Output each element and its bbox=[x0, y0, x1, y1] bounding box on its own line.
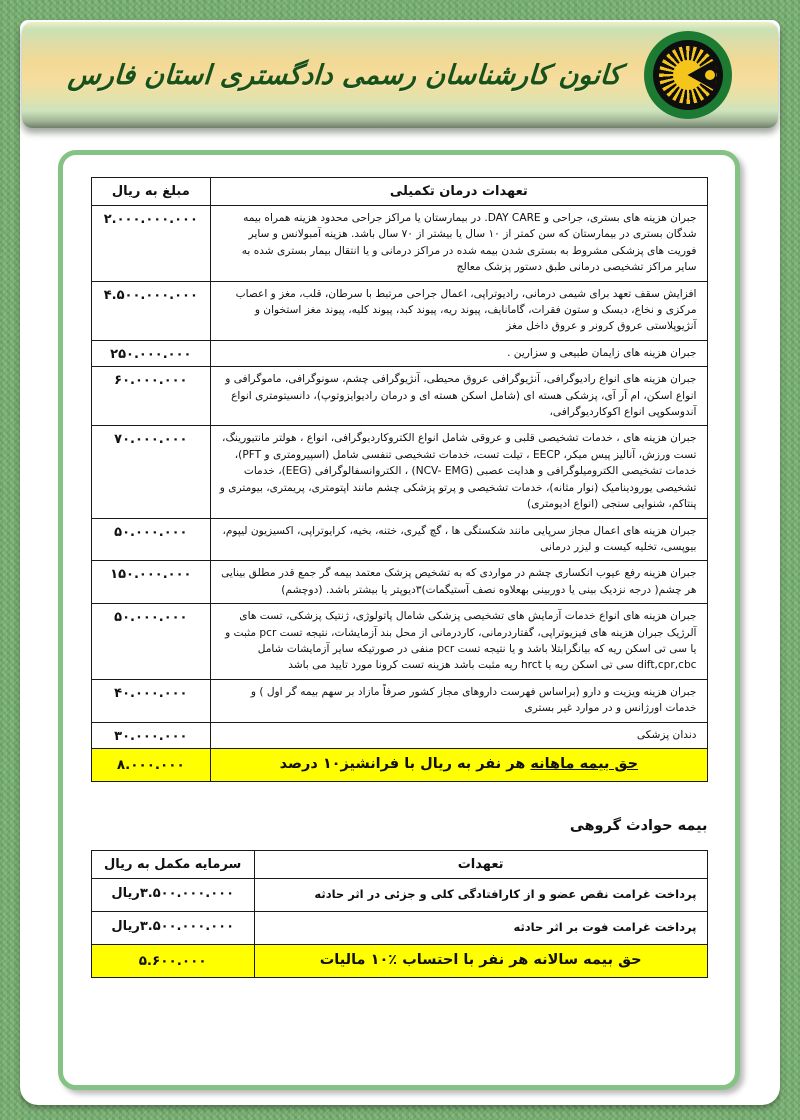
header-banner bbox=[22, 22, 778, 128]
column-header-capital: سرمایه مکمل به ریال bbox=[91, 850, 254, 878]
row-amount: ۱۵۰.۰۰۰.۰۰۰ bbox=[91, 561, 211, 604]
row-amount: ۳.۵۰۰.۰۰۰.۰۰۰ریال bbox=[91, 911, 254, 944]
supplementary-treatment-table bbox=[91, 177, 708, 782]
row-description: جبران هزینه های بستری، جراحی و DAY CARE. در بیمارستان یا مراکز جراحی محدود هزینه همراه بیمه شدگان بستری در بیمارستان که سن کمتر از ۱۰ سال یا بیشتر از ۷۰ سال باشد. هزینه آمبولانس و سایر فوریت های پزشکی مشروط به بستری شدن بیمه شده در مراکز درمانی و یا انتقال بیمار بستری شده به سایر مراکز تشخیصی درمانی طبق دستور پزشک معالج bbox=[211, 206, 707, 282]
organization-title: کانون کارشناسان رسمی دادگستری استان فارس bbox=[67, 59, 623, 91]
row-amount: ۳۰.۰۰۰.۰۰۰ bbox=[91, 722, 211, 748]
accident-insurance-table bbox=[91, 850, 708, 978]
table-row bbox=[91, 367, 707, 426]
annual-premium-row bbox=[91, 944, 707, 977]
column-header-amount: مبلغ به ریال bbox=[91, 178, 211, 206]
monthly-premium-label bbox=[211, 748, 707, 781]
column-header-commitments: تعهدات bbox=[254, 850, 707, 878]
table-row bbox=[91, 206, 707, 282]
table-row bbox=[91, 340, 707, 366]
row-description: جبران هزینه رفع عیوب انکساری چشم در مواردی که به تشخیص پزشک معتمد بیمه گر جمع قدر مطلق بینایی هر چشم( درجه نزدیک بینی یا دوربینی بهعلاوه نصف آستیگمات)۳دیوپتر یا بیشتر باشد. (دوچشم) bbox=[211, 561, 707, 604]
monthly-premium-row bbox=[91, 748, 707, 781]
accident-insurance-heading: بیمه حوادث گروهی bbox=[569, 817, 708, 834]
row-amount: ۶۰.۰۰۰.۰۰۰ bbox=[91, 367, 211, 426]
annual-premium-label: حق بیمه سالانه هر نفر با احتساب ٪۱۰ مالیات bbox=[254, 944, 707, 977]
row-amount: ۵۰.۰۰۰.۰۰۰ bbox=[91, 518, 211, 561]
table-header-row bbox=[91, 178, 707, 206]
row-description: جبران هزینه های انواع رادیوگرافی، آنژیوگرافی عروق محیطی، آنژیوگرافی چشم، سونوگرافی، ماموگرافی و انواع اسکن، ام آر آی، پزشکی هسته ای (شامل اسکن هسته ای و درمان رادیوایزوتوپ)، دانسیتومتری انواع آندوسکوپی انواع اکوکاردیوگرافی، bbox=[211, 367, 707, 426]
row-description: جبران هزینه های ، خدمات تشخیصی قلبی و عروقی شامل انواع الکتروکاردیوگرافی، انواع ، هولتر مانتیورینگ، تست ورزش، آنالیز پیس میکر، EECP ، تیلت تست، خدمات تشخیصی تنفسی شامل (اسپیرومتری و PFT)، خدمات تشخیصی الکترومیلوگرافی و هدایت عصبی (NCV- EMG) ، الکتروانسفالوگرافی (EEG)، خدمات تشخیصی یورودینامیک (نوار مثانه)، خدمات تشخیصی و پرتو پزشکی چشم مانند اپتومتری، پریمتری، بیومتری و پنتاکم، شنوایی سنجی (انواع ادیومتری) bbox=[211, 426, 707, 518]
row-amount: ۵۰.۰۰۰.۰۰۰ bbox=[91, 604, 211, 680]
premium-label-rest: هر نفر به ریال با فرانشیز۱۰ درصد bbox=[279, 755, 531, 772]
row-amount: ۴.۵۰۰.۰۰۰.۰۰۰ bbox=[91, 281, 211, 340]
row-description: پرداخت غرامت نقص عضو و از کارافتادگی کلی و جزئی در اثر حادثه bbox=[254, 878, 707, 911]
row-amount: ۲.۰۰۰.۰۰۰.۰۰۰ bbox=[91, 206, 211, 282]
document-page bbox=[20, 20, 780, 1105]
table-row bbox=[91, 426, 707, 518]
table-row bbox=[91, 604, 707, 680]
table-header-row bbox=[91, 850, 707, 878]
row-description: پرداخت غرامت فوت بر اثر حادثه bbox=[254, 911, 707, 944]
row-amount: ۲۵۰.۰۰۰.۰۰۰ bbox=[91, 340, 211, 366]
table-row bbox=[91, 722, 707, 748]
content-panel bbox=[58, 150, 740, 1090]
row-amount: ۷۰.۰۰۰.۰۰۰ bbox=[91, 426, 211, 518]
row-description: جبران هزینه های اعمال مجاز سرپایی مانند شکستگی ها ، گچ گیری، ختنه، بخیه، کرایوتراپی، اکسیزیون لیپوم، بیوپسی، تخلیه کیست و لیزر درمانی bbox=[211, 518, 707, 561]
row-description: دندان پزشکی bbox=[211, 722, 707, 748]
premium-label-underlined: حق بیمه ماهانه bbox=[530, 755, 639, 772]
sunburst-emblem-icon bbox=[644, 31, 732, 119]
emblem-dot bbox=[705, 70, 715, 80]
table-row bbox=[91, 281, 707, 340]
table-row bbox=[91, 561, 707, 604]
table-row bbox=[91, 878, 707, 911]
row-description: افزایش سقف تعهد برای شیمی درمانی، رادیوتراپی، اعمال جراحی مرتبط با سرطان، قلب، مغز و اعصاب مرکزی و نخاع، دیسک و ستون فقرات، گامانایف، پیوند ریه، پیوند کبد، پیوند کلیه، پیوند مغز استخوان و آنژیوپلاستی عروق کرونر و عروق داخل مغز bbox=[211, 281, 707, 340]
table-row bbox=[91, 679, 707, 722]
annual-premium-amount: ۵.۶۰۰.۰۰۰ bbox=[91, 944, 254, 977]
table-row bbox=[91, 518, 707, 561]
row-description: جبران هزینه های انواع خدمات آزمایش های تشخیصی پزشکی شامال پاتولوژی، ژنتیک پزشکی، تست های آلرژیک جبران هزینه های فیزیوتراپی، گفتاردرمانی، کاردرمانی از محل بند آزمایشات، نتیجه تست pcr مثبت و یا سی تی اسکن ریه که بیانگرابتلا باشد و یا نتیجه تست pcr منفی در صورتیکه سایر آزمایشات شامل dift,cpr,cbc سی تی اسکن ریه یا hrct ریه مثبت باشد هزینه تست کرونا مورد تایید می باشد bbox=[211, 604, 707, 680]
monthly-premium-amount: ۸.۰۰۰.۰۰۰ bbox=[91, 748, 211, 781]
row-description: جبران هزینه های زایمان طبیعی و سزارین . bbox=[211, 340, 707, 366]
column-header-commitments: تعهدات درمان تکمیلی bbox=[211, 178, 707, 206]
row-description: جبران هزینه ویزیت و دارو (براساس فهرست داروهای مجاز کشور صرفاً مازاد بر سهم بیمه گر اول ) و خدمات اورژانس و در موارد غیر بستری bbox=[211, 679, 707, 722]
table-row bbox=[91, 911, 707, 944]
row-amount: ۴۰.۰۰۰.۰۰۰ bbox=[91, 679, 211, 722]
row-amount: ۳.۵۰۰.۰۰۰.۰۰۰ریال bbox=[91, 878, 254, 911]
